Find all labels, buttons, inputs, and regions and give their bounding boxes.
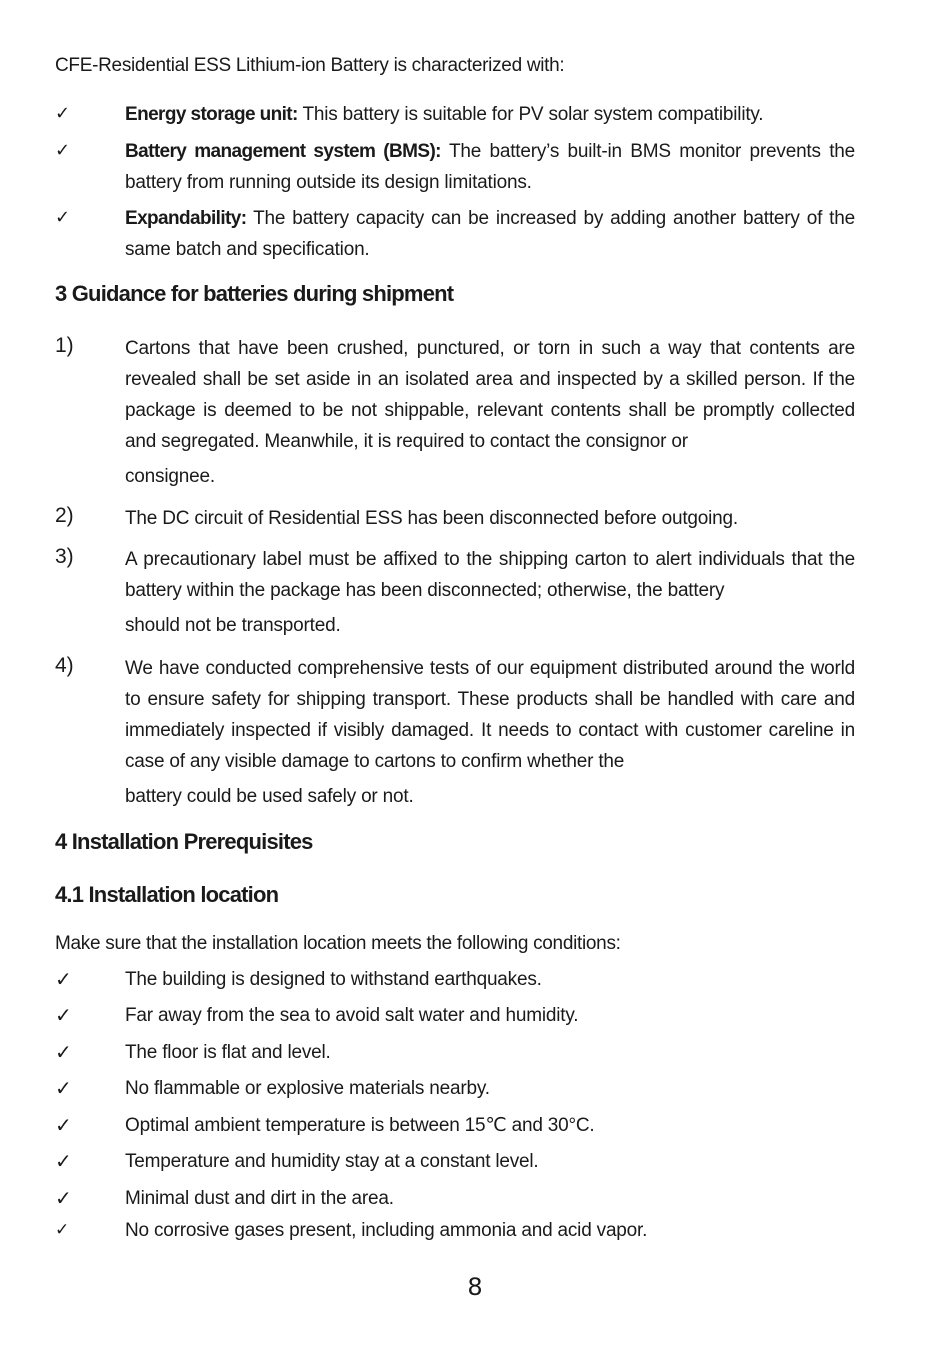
condition-item: ✓ The floor is flat and level. xyxy=(55,1037,855,1067)
section-3-heading: 3 Guidance for batteries during shipment xyxy=(55,281,454,306)
item-text: The DC circuit of Residential ESS has been disconnected before outgoing. xyxy=(125,508,738,529)
checkmark-icon: ✓ xyxy=(55,103,71,124)
item-text: Cartons that have been crushed, punctured, or torn in such a way that contents are revealed shall be set aside in an isolated area and inspected by a skilled person. If the package is deemed to be not shippable, relevant contents shall be promptly collected and segregated. Meanwhile, it is required to contact the consignor or xyxy=(125,338,855,452)
feature-title: Energy storage unit: xyxy=(125,104,298,125)
checkmark-icon: ✓ xyxy=(55,1149,72,1173)
condition-item: ✓ Optimal ambient temperature is between 15℃ and 30°C. xyxy=(55,1110,855,1140)
section-4-heading: 4 Installation Prerequisites xyxy=(55,829,313,854)
item-text-last-line: consignee. xyxy=(125,466,215,487)
feature-description: This battery is suitable for PV solar system compatibility. xyxy=(297,104,764,125)
feature-description: The battery’s built-in BMS monitor prevents the battery from running outside its design limitations. xyxy=(125,141,856,193)
item-text: A precautionary label must be affixed to the shipping carton to alert individuals that the battery within the package has been disconnected; otherwise, the battery xyxy=(125,549,855,601)
checkmark-icon: ✓ xyxy=(55,1040,72,1064)
condition-item: ✓ Temperature and humidity stay at a constant level. xyxy=(55,1146,855,1176)
checkmark-icon: ✓ xyxy=(55,1186,72,1210)
condition-item: ✓ The building is designed to withstand earthquakes. xyxy=(55,964,855,994)
item-text: We have conducted comprehensive tests of our equipment distributed around the world to ensure safety for shipping transport. These products shall be handled with care and immediately inspected if visibly damaged. It needs to contact with customer careline in case of any visible damage to cartons to confirm whether the xyxy=(125,658,855,772)
item-number: 2) xyxy=(55,504,74,527)
feature-title: Battery management system (BMS): xyxy=(125,141,441,162)
condition-item: ✓ No flammable or explosive materials nearby. xyxy=(55,1073,855,1103)
checkmark-icon: ✓ xyxy=(55,1220,70,1240)
item-number: 3) xyxy=(55,545,74,568)
feature-title: Expandability: xyxy=(125,208,247,229)
item-text-last-line: should not be transported. xyxy=(125,615,341,636)
feature-description: The battery capacity can be increased by adding another battery of the same batch and specification. xyxy=(125,208,855,260)
checkmark-icon: ✓ xyxy=(55,1076,72,1100)
item-number: 1) xyxy=(55,334,74,357)
checkmark-icon: ✓ xyxy=(55,207,71,228)
condition-item: ✓ No corrosive gases present, including ammonia and acid vapor. xyxy=(55,1215,855,1245)
checkmark-icon: ✓ xyxy=(55,140,71,161)
checkmark-icon: ✓ xyxy=(55,1003,72,1027)
intro-text: CFE-Residential ESS Lithium-ion Battery is characterized with: xyxy=(55,55,565,76)
checkmark-icon: ✓ xyxy=(55,1113,72,1137)
page-number: 8 xyxy=(467,1273,483,1301)
section-4-1-heading: 4.1 Installation location xyxy=(55,882,279,907)
conditions-intro: Make sure that the installation location meets the following conditions: xyxy=(55,933,621,954)
condition-item: ✓ Far away from the sea to avoid salt water and humidity. xyxy=(55,1000,855,1030)
condition-item: ✓ Minimal dust and dirt in the area. xyxy=(55,1183,855,1213)
item-number: 4) xyxy=(55,654,74,677)
item-text-last-line: battery could be used safely or not. xyxy=(125,786,414,807)
checkmark-icon: ✓ xyxy=(55,967,72,991)
